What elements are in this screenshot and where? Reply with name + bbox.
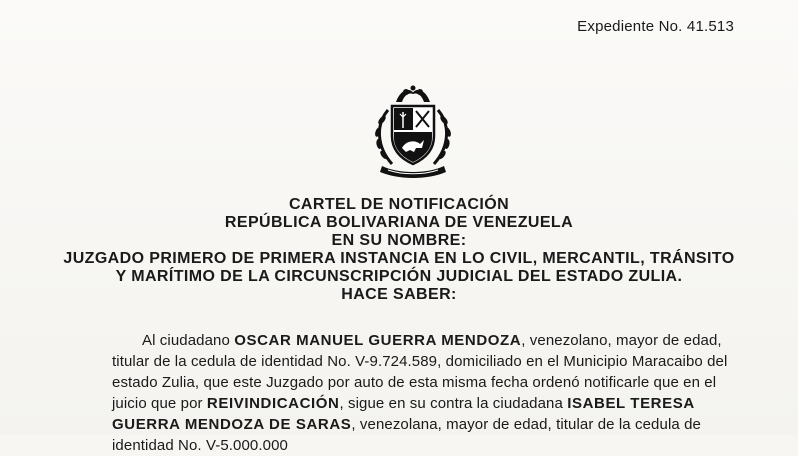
- body-line: [112, 393, 742, 414]
- body-line-partial: identidad No. V-5.000.000: [112, 437, 288, 454]
- venezuela-coat-of-arms-icon: [358, 84, 468, 180]
- notice-header: [0, 196, 798, 304]
- expediente-number: Expediente No. 41.513: [577, 18, 734, 35]
- body-text-fragment: juicio que por: [112, 395, 207, 412]
- court-line-1: JUZGADO PRIMERO DE PRIMERA INSTANCIA EN LO CIVIL, MERCANTIL, TRÁNSITO: [63, 250, 735, 267]
- body-text-fragment: , venezolano, mayor de edad,: [521, 332, 722, 349]
- case-type: REIVINDICACIÓN: [206, 395, 340, 412]
- republic-line: REPÚBLICA BOLIVARIANA DE VENEZUELA: [224, 214, 574, 231]
- body-text-fragment: , sigue en su contra la ciudadana: [339, 395, 568, 412]
- plaintiff-name-part1: ISABEL TERESA: [567, 395, 695, 412]
- plaintiff-name-part2: GUERRA MENDOZA DE SARAS: [112, 416, 352, 433]
- body-line: titular de la cedula de identidad No. V-9.724.589, domiciliado en el Municipio Maracaibo del: [112, 353, 728, 370]
- notice-body: [112, 330, 742, 454]
- court-line-2: Y MARÍTIMO DE LA CIRCUNSCRIPCIÓN JUDICIAL DEL ESTADO ZULIA.: [115, 268, 683, 285]
- body-line: estado Zulia, que este Juzgado por auto de esta misma fecha ordenó notificarle que en el: [112, 374, 717, 391]
- body-text-fragment: Al ciudadano: [142, 332, 235, 349]
- notice-title: CARTEL DE NOTIFICACIÓN: [288, 196, 510, 213]
- body-line: [112, 414, 742, 435]
- in-its-name-line: EN SU NOMBRE:: [331, 232, 467, 249]
- makes-known-line: HACE SABER:: [341, 286, 457, 303]
- body-text-fragment: , venezolana, mayor de edad, titular de la cedula de: [351, 416, 701, 433]
- body-line: [112, 330, 742, 351]
- defendant-name: OSCAR MANUEL GUERRA MENDOZA: [234, 332, 522, 349]
